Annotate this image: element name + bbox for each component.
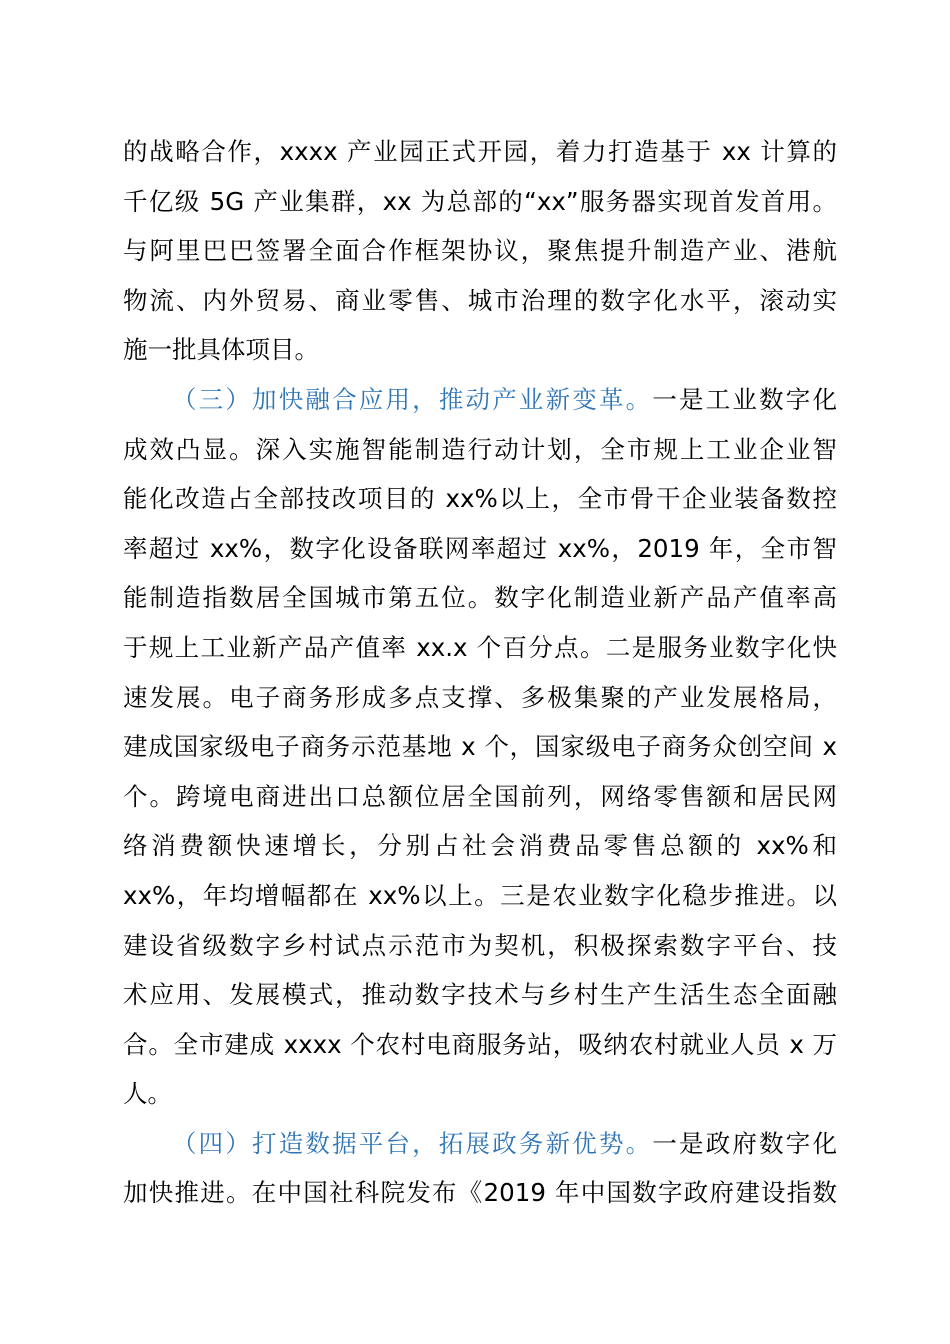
paragraph-line [123,573,837,623]
line-text: 速发展。电子商务形成多点支撑、多极集聚的产业发展格局， [123,682,837,712]
line-text: 与阿里巴巴签署全面合作框架协议，聚焦提升制造产业、港航 [123,236,837,266]
paragraph-line [123,1069,837,1119]
line-text: 络消费额快速增长，分别占社会消费品零售总额的 xx%和 [123,831,837,861]
section-heading-line [123,375,837,425]
line-text: 成效凸显。深入实施智能制造行动计划，全市规上工业企业智 [123,434,837,464]
paragraph-line [123,871,837,921]
paragraph-line [123,623,837,673]
paragraph-line [123,970,837,1020]
paragraph-line [123,524,837,574]
line-text: 加快推进。在中国社科院发布《2019 年中国数字政府建设指数 [123,1178,837,1208]
line-text: 施一批具体项目。 [123,335,319,365]
paragraph-line [123,127,837,177]
paragraph-line [123,921,837,971]
line-text: 建成国家级电子商务示范基地 x 个，国家级电子商务众创空间 x [123,732,837,762]
line-text: 一是政府数字化 [652,1128,837,1158]
paragraph-line [123,1020,837,1070]
line-text: 能制造指数居全国城市第五位。数字化制造业新产品产值率高 [123,583,837,613]
line-text: 个。跨境电商进出口总额位居全国前列，网络零售额和居民网 [123,781,837,811]
section-heading: （四）打造数据平台，拓展政务新优势。 [172,1128,653,1158]
paragraph-line [123,821,837,871]
section-heading: （三）加快融合应用，推动产业新变革。 [172,384,653,414]
line-text: 术应用、发展模式，推动数字技术与乡村生产生活生态全面融 [123,980,837,1010]
paragraph-line [123,772,837,822]
paragraph-line [123,325,837,375]
body-text [123,127,837,1218]
paragraph-line [123,276,837,326]
paragraph-line [123,673,837,723]
paragraph-line [123,425,837,475]
line-text: 合。全市建成 xxxx 个农村电商服务站，吸纳农村就业人员 x 万 [123,1029,837,1059]
paragraph-line [123,177,837,227]
line-text: 人。 [123,1079,172,1109]
line-text: 率超过 xx%，数字化设备联网率超过 xx%，2019 年，全市智 [123,533,837,563]
line-text: 能化改造占全部技改项目的 xx%以上，全市骨干企业装备数控 [123,484,837,514]
line-text: 物流、内外贸易、商业零售、城市治理的数字化水平，滚动实 [123,285,837,315]
line-text: 的战略合作，xxxx 产业园正式开园，着力打造基于 xx 计算的 [123,137,837,166]
section-heading-line [123,1119,837,1169]
line-text: 一是工业数字化 [652,384,837,414]
paragraph-line [123,1168,837,1218]
line-text: 建设省级数字乡村试点示范市为契机，积极探索数字平台、技 [123,930,837,960]
paragraph-line [123,474,837,524]
line-text: 千亿级 5G 产业集群，xx 为总部的“xx”服务器实现首发首用。 [123,186,837,216]
paragraph-line [123,722,837,772]
line-text: 于规上工业新产品产值率 xx.x 个百分点。二是服务业数字化快 [123,632,837,662]
paragraph-line [123,226,837,276]
line-text: xx%，年均增幅都在 xx%以上。三是农业数字化稳步推进。以 [123,880,837,910]
